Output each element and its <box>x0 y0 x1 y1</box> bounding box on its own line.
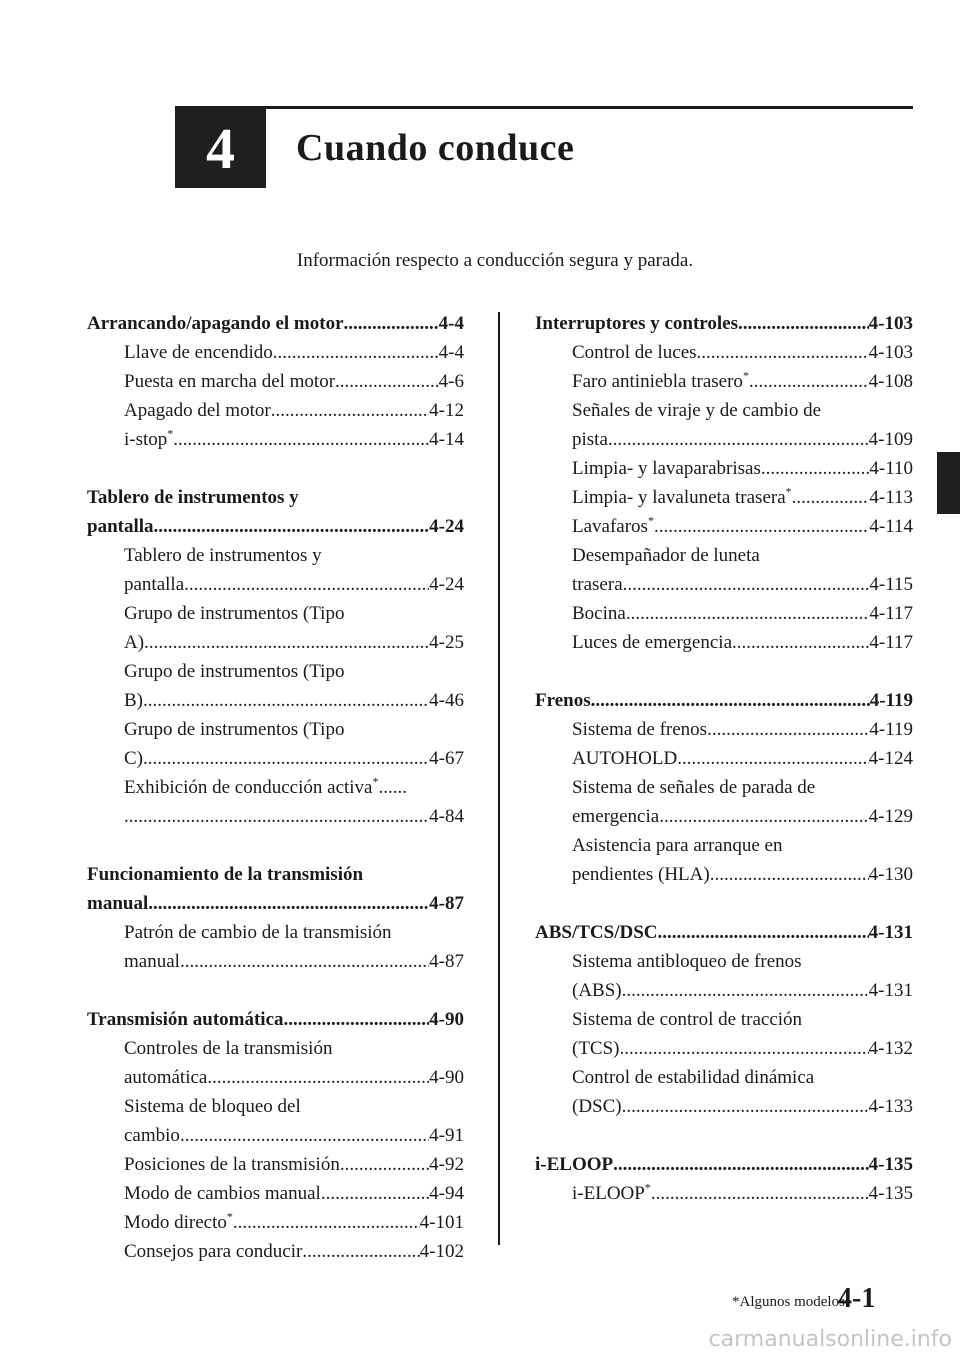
toc-entry[interactable] <box>87 570 464 599</box>
footnote-star: * <box>372 774 379 789</box>
toc-entry-text: (DSC) <box>572 1096 622 1117</box>
toc-page-ref: 4-24 <box>429 574 464 595</box>
toc-entry[interactable] <box>535 367 913 396</box>
toc-entry-line[interactable]: Sistema de señales de parada de <box>572 777 816 798</box>
column-divider <box>498 312 500 1245</box>
toc-entry[interactable] <box>535 802 913 831</box>
chapter-title: Cuando conduce <box>296 127 575 169</box>
toc-entry-line[interactable]: Asistencia para arranque en <box>572 835 783 856</box>
toc-entry-text: Modo de cambios manual <box>124 1183 321 1204</box>
toc-entry-text: Puesta en marcha del motor <box>124 371 336 392</box>
toc-page-ref: 4-6 <box>438 371 464 392</box>
dot-leader <box>792 483 870 512</box>
dot-leader <box>321 1179 429 1208</box>
dot-leader <box>184 570 429 599</box>
toc-entry[interactable] <box>87 1208 464 1237</box>
toc-page-ref: 4-117 <box>869 603 913 624</box>
toc-entry-text: emergencia <box>572 806 660 827</box>
toc-entry[interactable] <box>535 860 913 889</box>
toc-entry-text: Limpia- y lavaparabrisas <box>572 458 761 479</box>
toc-page-ref: 4-14 <box>429 429 464 450</box>
toc-page-ref: 4-84 <box>429 806 464 827</box>
dot-leader <box>654 512 869 541</box>
toc-entry[interactable] <box>87 1237 464 1266</box>
toc-entry-text: Modo directo* <box>124 1209 233 1233</box>
toc-entry[interactable] <box>87 367 464 396</box>
toc-entry-text: Faro antiniebla trasero* <box>572 368 749 392</box>
toc-entry[interactable] <box>535 744 913 773</box>
toc-section-heading[interactable] <box>535 309 913 338</box>
toc-entry[interactable] <box>87 628 464 657</box>
toc-entry-text: cambio <box>124 1125 180 1146</box>
toc-right-column <box>535 309 913 1237</box>
footnote-star: * <box>644 1180 651 1195</box>
toc-entry[interactable] <box>535 599 913 628</box>
toc-entry[interactable] <box>535 570 913 599</box>
dot-leader <box>148 889 429 918</box>
toc-entry-text: A) <box>124 632 145 653</box>
toc-entry-text: (TCS) <box>572 1038 620 1059</box>
toc-entry-text: i-ELOOP* <box>572 1180 651 1204</box>
toc-entry-text: i-stop* <box>124 426 174 450</box>
dot-leader <box>173 425 429 454</box>
toc-entry-text: Interruptores y controles <box>535 313 738 334</box>
toc-page-ref: 4-4 <box>438 342 464 363</box>
toc-page-ref: 4-132 <box>868 1038 913 1059</box>
toc-page-ref: 4-102 <box>419 1241 464 1262</box>
toc-entry[interactable] <box>535 483 913 512</box>
chapter-top-rule <box>175 106 913 109</box>
footnote-star: * <box>167 426 174 441</box>
toc-section <box>535 686 913 889</box>
toc-section-heading[interactable] <box>87 1005 464 1034</box>
toc-page-ref: 4-135 <box>868 1154 913 1175</box>
footnote-star: * <box>785 484 792 499</box>
dot-leader <box>608 425 869 454</box>
dot-leader <box>207 1063 429 1092</box>
toc-page-ref: 4-113 <box>869 487 913 508</box>
toc-entry-text: manual <box>124 951 180 972</box>
toc-entry-line[interactable]: Desempañador de luneta <box>572 545 760 566</box>
toc-entry[interactable] <box>535 454 913 483</box>
footnote-star: * <box>226 1209 233 1224</box>
toc-entry-text: i-ELOOP <box>535 1154 614 1175</box>
dot-leader <box>697 338 869 367</box>
toc-entry[interactable] <box>535 425 913 454</box>
toc-entry[interactable] <box>87 338 464 367</box>
toc-entry-text: Limpia- y lavaluneta trasera* <box>572 484 792 508</box>
toc-entry-line[interactable]: Sistema de bloqueo del <box>124 1096 301 1117</box>
toc-page-ref: 4-133 <box>868 1096 913 1117</box>
toc-section-heading[interactable] <box>535 1150 913 1179</box>
toc-entry-text: trasera <box>572 574 623 595</box>
toc-page-ref: 4-124 <box>868 748 913 769</box>
dot-leader <box>284 1005 430 1034</box>
dot-leader <box>302 1237 419 1266</box>
toc-page-ref: 4-24 <box>429 516 464 537</box>
toc-entry[interactable] <box>87 686 464 715</box>
toc-page-ref: 4-101 <box>419 1212 464 1233</box>
toc-entry-text: Sistema de frenos <box>572 719 708 740</box>
dot-leader <box>233 1208 420 1237</box>
toc-page-ref: 4-90 <box>429 1067 464 1088</box>
dot-leader <box>622 976 869 1005</box>
dot-leader <box>658 918 869 947</box>
toc-page-ref: 4-25 <box>429 632 464 653</box>
dot-leader <box>677 744 868 773</box>
dot-leader <box>651 1179 869 1208</box>
toc-entry-text: pendientes (HLA) <box>572 864 710 885</box>
toc-entry-line[interactable]: Señales de viraje y de cambio de <box>572 400 822 421</box>
toc-section-heading[interactable] <box>535 686 913 715</box>
toc-entry[interactable] <box>535 976 913 1005</box>
toc-page-ref: 4-115 <box>869 574 913 595</box>
toc-entry-text: B) <box>124 690 143 711</box>
toc-entry-text: automática <box>124 1067 208 1088</box>
toc-section <box>87 309 464 454</box>
toc-page-ref: 4-131 <box>868 922 913 943</box>
dot-leader <box>344 309 439 338</box>
toc-page-ref: 4-130 <box>868 864 913 885</box>
toc-entry[interactable] <box>535 1179 913 1208</box>
toc-page-ref: 4-92 <box>429 1154 464 1175</box>
toc-page-ref: 4-119 <box>869 719 913 740</box>
toc-entry-line[interactable]: Grupo de instrumentos (Tipo <box>124 661 345 682</box>
toc-page-ref: 4-135 <box>868 1183 913 1204</box>
toc-entry-line[interactable]: Control de estabilidad dinámica <box>572 1067 815 1088</box>
chapter-side-tab <box>937 452 960 514</box>
toc-entry-line[interactable]: Patrón de cambio de la transmisión <box>124 922 392 943</box>
toc-entry-text: C) <box>124 748 143 769</box>
toc-entry-line[interactable]: Tablero de instrumentos y <box>124 545 322 566</box>
toc-entry-text: pista <box>572 429 608 450</box>
toc-entry[interactable] <box>87 802 464 831</box>
toc-entry[interactable] <box>535 338 913 367</box>
dot-leader <box>622 1092 869 1121</box>
dot-leader <box>613 1150 869 1179</box>
toc-page-ref: 4-108 <box>868 371 913 392</box>
dot-leader <box>620 1034 869 1063</box>
toc-page-ref: 4-129 <box>868 806 913 827</box>
dot-leader <box>659 802 868 831</box>
dot-leader <box>761 454 870 483</box>
toc-page-ref: 4-4 <box>438 313 464 334</box>
toc-entry-text: Consejos para conducir <box>124 1241 303 1262</box>
toc-entry[interactable] <box>87 1121 464 1150</box>
toc-section-heading[interactable] <box>87 889 464 918</box>
toc-entry-text: Frenos <box>535 690 591 711</box>
chapter-intro: Información respecto a conducción segura y parada. <box>296 250 694 271</box>
toc-page-ref: 4-117 <box>869 632 913 653</box>
footnote-star: * <box>647 513 654 528</box>
dot-leader <box>710 860 869 889</box>
dot-leader <box>732 628 869 657</box>
toc-left-column <box>87 309 464 1295</box>
dot-leader <box>273 338 439 367</box>
toc-page-ref: 4-109 <box>868 429 913 450</box>
toc-entry-line[interactable]: Sistema de control de tracción <box>572 1009 803 1030</box>
chapter-number-box: 4 <box>175 109 266 188</box>
toc-entry-text: ABS/TCS/DSC <box>535 922 658 943</box>
toc-section <box>535 1150 913 1208</box>
toc-entry[interactable] <box>87 396 464 425</box>
toc-page-ref: 4-87 <box>429 893 464 914</box>
toc-entry[interactable] <box>535 628 913 657</box>
toc-page-ref: 4-46 <box>429 690 464 711</box>
toc-page-ref: 4-91 <box>429 1125 464 1146</box>
toc-entry-text: AUTOHOLD <box>572 748 678 769</box>
dot-leader <box>124 802 429 831</box>
toc-entry-text: pantalla <box>124 574 185 595</box>
dot-leader <box>180 947 429 976</box>
toc-entry[interactable] <box>87 744 464 773</box>
toc-entry-line[interactable]: Grupo de instrumentos (Tipo <box>124 719 345 740</box>
toc-section <box>535 309 913 657</box>
toc-entry-text: Apagado del motor <box>124 400 271 421</box>
toc-entry-text: (ABS) <box>572 980 622 1001</box>
toc-section-heading[interactable] <box>87 309 464 338</box>
dot-leader <box>623 570 870 599</box>
toc-entry-text: Control de luces <box>572 342 697 363</box>
dot-leader <box>626 599 870 628</box>
toc-page-ref: 4-103 <box>868 313 913 334</box>
dot-leader <box>707 715 869 744</box>
toc-entry[interactable] <box>535 1034 913 1063</box>
toc-entry[interactable] <box>535 1092 913 1121</box>
dot-leader <box>180 1121 429 1150</box>
toc-page-ref: 4-94 <box>429 1183 464 1204</box>
toc-entry-line[interactable]: Controles de la transmisión <box>124 1038 333 1059</box>
watermark: carmanualsonline.info <box>708 1327 952 1352</box>
footnote-star: * <box>742 368 749 383</box>
toc-page-ref: 4-90 <box>429 1009 464 1030</box>
page-number: 4-1 <box>838 1283 876 1314</box>
toc-entry-text: Bocina <box>572 603 626 624</box>
toc-page-ref: 4-87 <box>429 951 464 972</box>
toc-entry-text: Luces de emergencia <box>572 632 733 653</box>
toc-entry-text: Posiciones de la transmisión <box>124 1154 340 1175</box>
toc-entry[interactable] <box>87 1150 464 1179</box>
toc-page-ref: 4-131 <box>868 980 913 1001</box>
toc-page-ref: 4-12 <box>429 400 464 421</box>
toc-entry[interactable] <box>87 425 464 454</box>
dot-leader <box>749 367 869 396</box>
toc-entry-line[interactable]: Grupo de instrumentos (Tipo <box>124 603 345 624</box>
footnote: *Algunos modelos <box>732 1294 845 1310</box>
toc-entry-text: Arrancando/apagando el motor <box>87 313 344 334</box>
toc-page-ref: 4-119 <box>869 690 913 711</box>
dot-leader <box>591 686 870 715</box>
toc-entry-text: Llave de encendido <box>124 342 273 363</box>
toc-entry-line[interactable]: Sistema antibloqueo de frenos <box>572 951 802 972</box>
toc-section <box>535 918 913 1121</box>
toc-entry-text: Transmisión automática <box>87 1009 284 1030</box>
toc-section-title-line[interactable]: Funcionamiento de la transmisión <box>87 864 364 885</box>
toc-entry-text: Lavafaros* <box>572 513 654 537</box>
dot-leader <box>144 628 429 657</box>
dot-leader <box>143 744 429 773</box>
toc-entry[interactable] <box>87 1063 464 1092</box>
toc-section <box>87 860 464 976</box>
toc-section-heading[interactable] <box>87 512 464 541</box>
toc-entry[interactable] <box>87 947 464 976</box>
toc-page-ref: 4-110 <box>869 458 913 479</box>
dot-leader <box>154 512 430 541</box>
toc-entry[interactable] <box>87 1179 464 1208</box>
toc-page-ref: 4-103 <box>868 342 913 363</box>
dot-leader <box>335 367 439 396</box>
dot-leader <box>271 396 429 425</box>
toc-entry-text: pantalla <box>87 516 154 537</box>
toc-entry-text: manual <box>87 893 149 914</box>
dot-leader: ...... <box>378 777 407 798</box>
toc-section <box>87 483 464 831</box>
dot-leader <box>143 686 429 715</box>
toc-entry[interactable] <box>535 715 913 744</box>
toc-entry[interactable] <box>535 512 913 541</box>
dot-leader <box>738 309 869 338</box>
toc-page-ref: 4-67 <box>429 748 464 769</box>
toc-section-title-line[interactable]: Tablero de instrumentos y <box>87 487 299 508</box>
toc-section <box>87 1005 464 1266</box>
dot-leader <box>340 1150 429 1179</box>
toc-page-ref: 4-114 <box>869 516 913 537</box>
toc-section-heading[interactable] <box>535 918 913 947</box>
toc-entry-line[interactable]: Exhibición de conducción activa*...... <box>124 774 407 798</box>
